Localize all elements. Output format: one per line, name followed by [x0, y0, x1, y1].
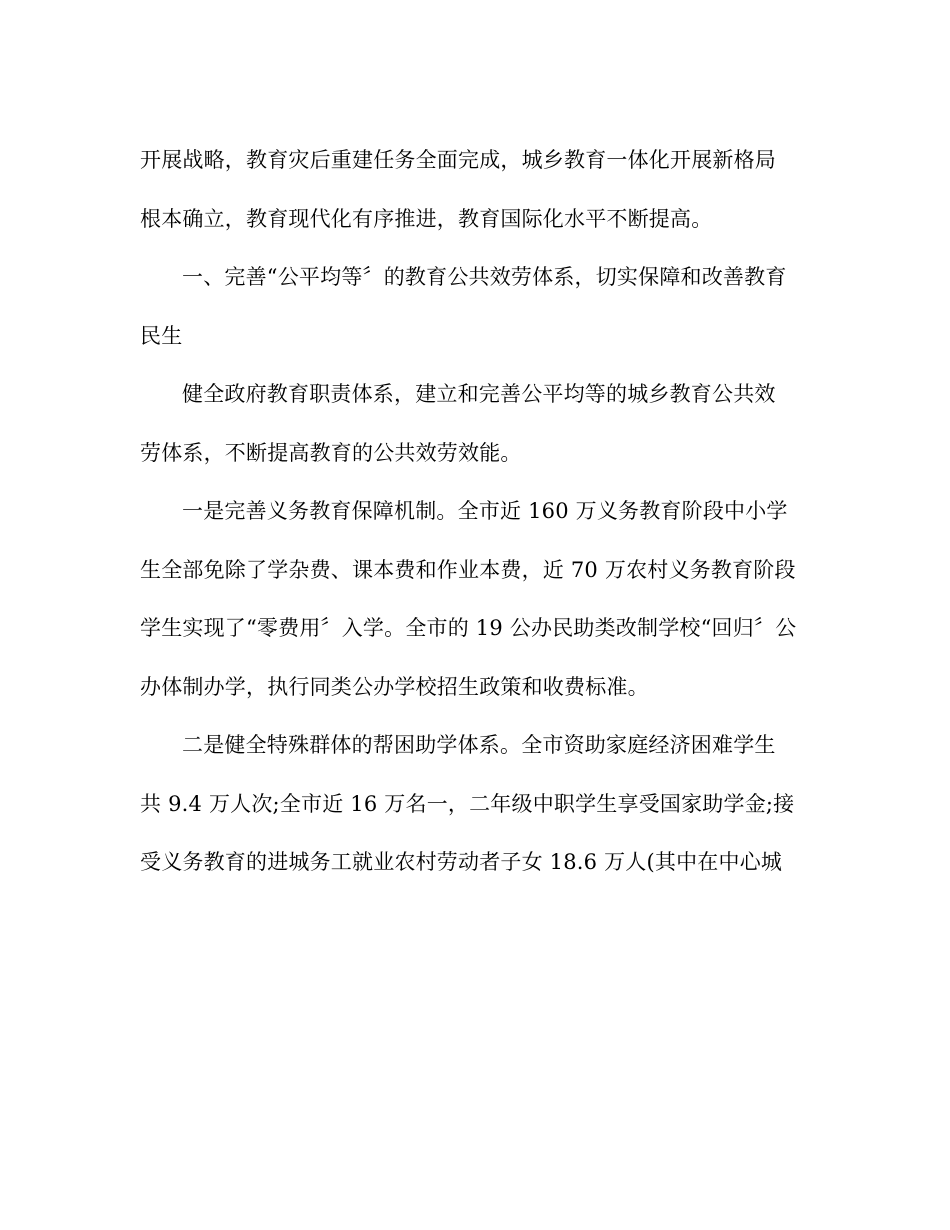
text-line: 受义务教育的进城务工就业农村劳动者子女 18.6 万人(其中在中心城	[140, 850, 783, 874]
document-page	[140, 137, 805, 898]
text-line: 生全部免除了学杂费、课本费和作业本费，近 70 万农村义务教育阶段	[140, 557, 796, 582]
text-line: 学生实现了“零费用〞入学。全市的 19 公办民助类改制学校“回归〞公	[140, 616, 797, 640]
text-line: 健全政府教育职责体系，建立和完善公平均等的城乡教育公共效	[182, 382, 776, 406]
section-heading-line: 一、完善“公平均等〞的教育公共效劳体系，切实保障和改善教育	[182, 265, 787, 289]
text-line: 共 9.4 万人次;全市近 16 万名一，二年级中职学生享受国家助学金;接	[140, 791, 795, 816]
text-line: 二是健全特殊群体的帮困助学体系。全市资助家庭经济困难学生	[182, 733, 776, 757]
text-line: 一是完善义务教育保障机制。全市近 160 万义务教育阶段中小学	[182, 499, 788, 523]
text-line: 劳体系，不断提高教育的公共效劳效能。	[140, 440, 522, 465]
text-line: 根本确立，教育现代化有序推进，教育国际化水平不断提高。	[140, 206, 713, 231]
text-line: 办体制办学，执行同类公办学校招生政策和收费标准。	[140, 674, 649, 699]
text-line: 开展战略，教育灾后重建任务全面完成，城乡教育一体化开展新格局	[140, 148, 776, 172]
section-heading-line: 民生	[140, 323, 183, 348]
